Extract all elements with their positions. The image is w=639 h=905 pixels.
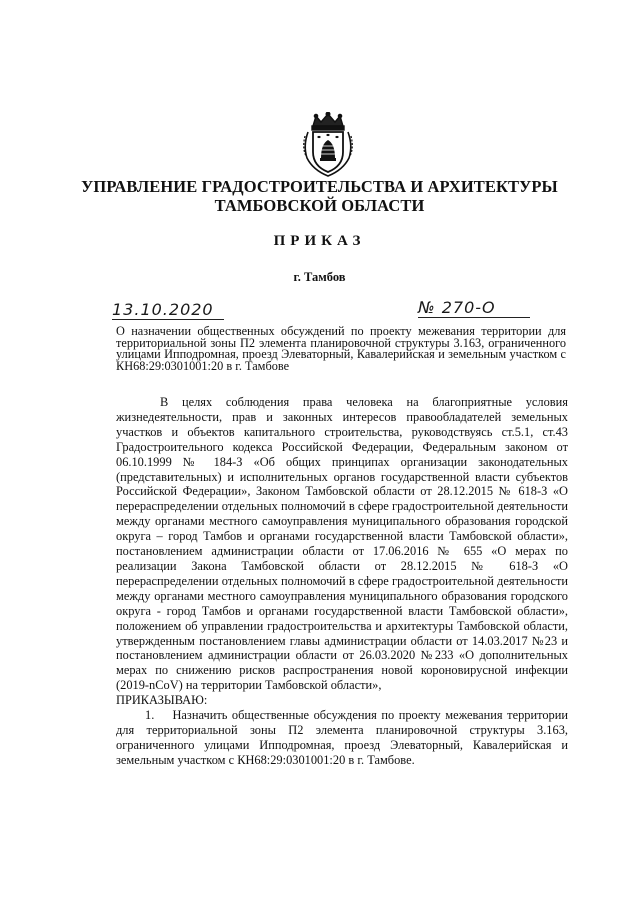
organization-title-line-2: ТАМБОВСКОЙ ОБЛАСТИ [214,196,425,215]
handwritten-date: 13.10.2020 [112,300,224,320]
order-item-text: Назначить общественные обсуждения по проекту межевания территории для территориальной зоны П2 элемента планировочной структуры 3.163, ограниченного улицами Ипподромная, проезд Элеваторный, Кавалерийская и земельным участком с КН68:29:0301001:20 в г. Тамбове. [116,708,569,767]
organization-title [40,177,599,215]
handwritten-number: № 270-О [418,298,530,318]
document-body [116,395,568,768]
order-item-number: 1. [145,708,155,723]
tambov-coat-of-arms-icon [299,112,357,178]
order-item [116,708,568,768]
organization-title-line-1: УПРАВЛЕНИЕ ГРАДОСТРОИТЕЛЬСТВА И АРХИТЕКТУРЫ [81,177,558,196]
document-city: г. Тамбов [293,270,346,284]
order-word: ПРИКАЗЫВАЮ: [116,693,208,708]
document-type: ПРИКАЗ [273,233,366,249]
preamble-paragraph: В целях соблюдения права человека на благоприятные условия жизнедеятельности, прав и законных интересов правообладателей земельных участков и объектов капитального строительства, руководствуясь ст.5.1, ст.43 Градостроительного кодекса Российской Федерации, Федеральным законом от 06.10.1999 № 184-З «Об общих принципах организации законодательных (представительных) и исполнительных органов государственной власти субъектов Российской Федерации», Законом Тамбовской области от 28.12.2015 № 618-З «О перераспределении отдельных полномочий в сфере градостроительной деятельности между органами местного самоуправления муниципального образования городской округа – город Тамбов и органами государственной власти Тамбовской области», постановлением администрации области от 17.06.2016 № 655 «О мерах по реализации Закона Тамбовской области от 28.12.2015 № 618-З «О перераспределении отдельных полномочий в сфере градостроительной деятельности между органами местного самоуправления муниципального образования городского округа - город Тамбов и органами государственной власти Тамбовской области», положением об управлении градостроительства и архитектуры Тамбовской области, утвержденным постановлением главы администрации области от 14.03.2017 №23 и постановлением администрации области от 26.03.2020 №233 «О дополнительных мерах по снижению рисков распространения новой короновирусной инфекции (2019-nCoV) на территории Тамбовской области», [116,395,568,693]
document-subject: О назначении общественных обсуждений по проекту межевания территории для территориальной зоны П2 элемента планировочной структуры 3.163, ограниченного улицами Ипподромная, проезд Элеваторный, Кавалерийская и земельным участком с КН68:29:0301001:20 в г. Тамбове [116,324,566,373]
